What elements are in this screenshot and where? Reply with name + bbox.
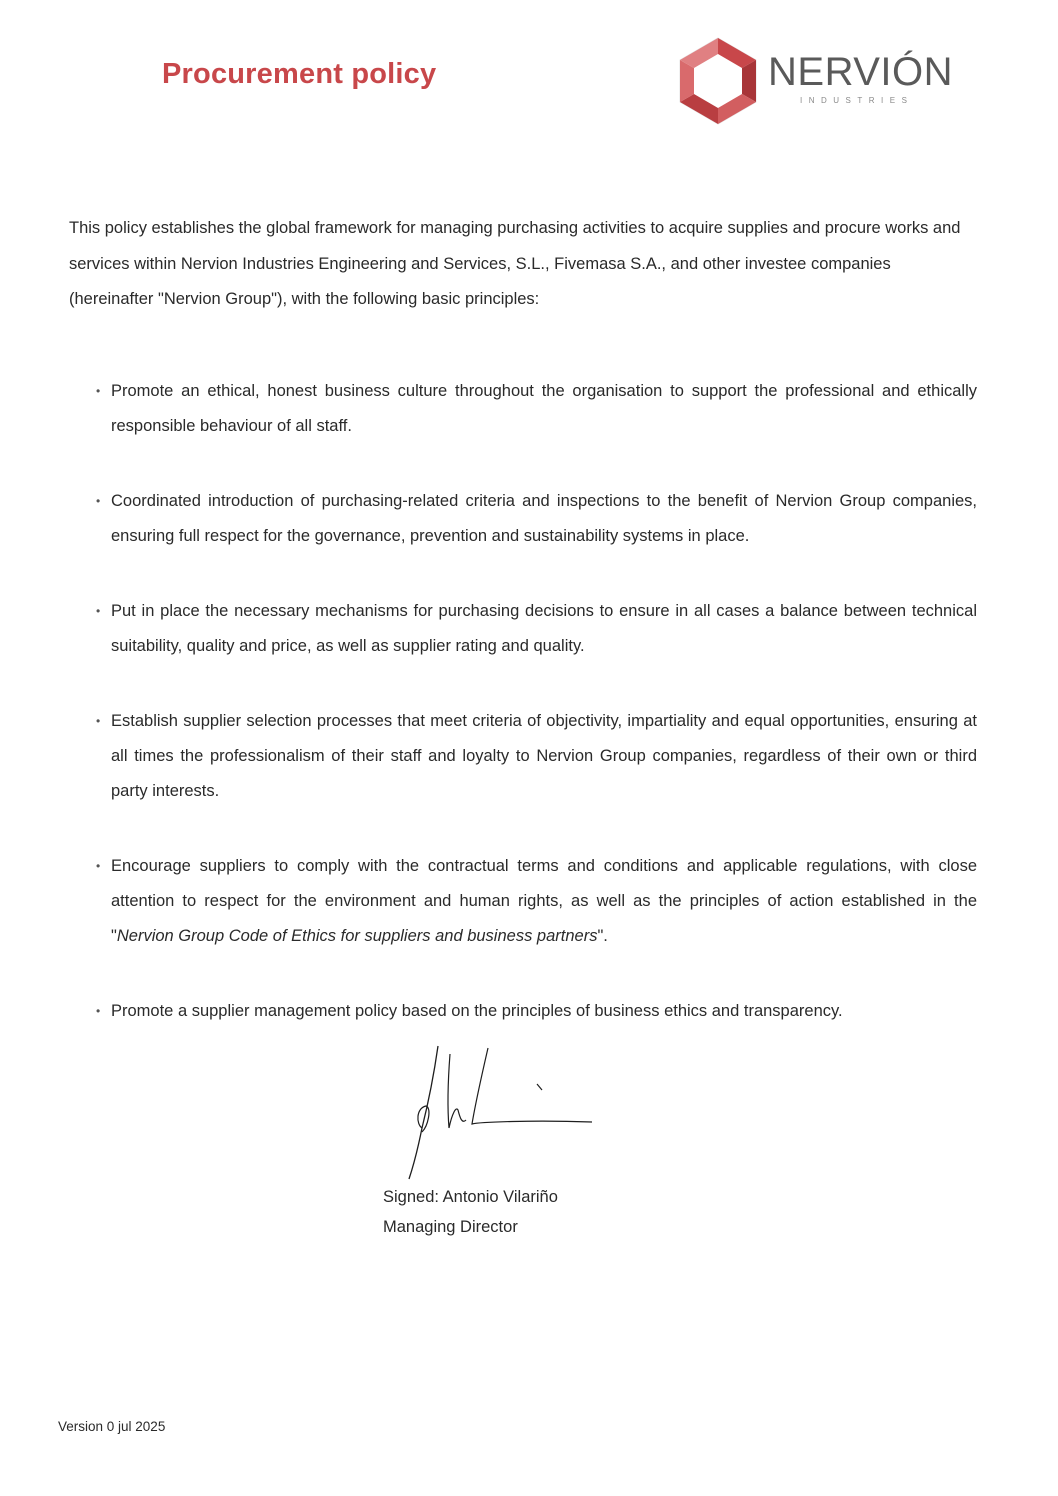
code-of-ethics-reference: Nervion Group Code of Ethics for suppliers and business partners [116, 927, 598, 945]
list-item [93, 374, 977, 444]
principle-text [111, 849, 977, 954]
principle-text: Promote a supplier management policy based on the principles of business ethics and transparency. [111, 1002, 843, 1020]
page-title: Procurement policy [162, 58, 437, 90]
logo-wordmark: NERVIÓN [768, 50, 954, 94]
list-item [93, 594, 977, 664]
signer-name: Signed: Antonio Vilariño [383, 1188, 558, 1206]
company-logo [676, 36, 966, 126]
intro-paragraph: This policy establishes the global framework for managing purchasing activities to acquire supplies and procure works and services within Nervion Industries Engineering and Services, S.L., Fivemasa S.A., and other investee companies (hereinafter "Nervion Group"), with the following basic principles: [69, 219, 961, 308]
principle-text: Put in place the necessary mechanisms for purchasing decisions to ensure in all cases a balance between technical suitability, quality and price, as well as supplier rating and quality. [111, 602, 977, 655]
principles-list [93, 374, 977, 1029]
bullet-icon: • [96, 384, 101, 398]
bullet-icon: • [96, 859, 101, 873]
hexagon-logo-icon [676, 36, 760, 126]
list-item [93, 704, 977, 809]
signature-block [383, 1182, 558, 1242]
bullet-icon: • [96, 604, 101, 618]
bullet-icon: • [96, 1004, 101, 1018]
bullet-icon: • [96, 494, 101, 508]
list-item [93, 484, 977, 554]
logo-subtitle: INDUSTRIES [800, 96, 914, 105]
list-item [93, 849, 977, 954]
principle-text-end: ". [597, 927, 608, 945]
handwritten-signature [402, 1044, 602, 1184]
signer-role: Managing Director [383, 1218, 518, 1236]
principle-text: Establish supplier selection processes that meet criteria of objectivity, impartiality and equal opportunities, ensuring at all times the professionalism of their staff and loyalty to Nervion Group companies, regardless of their own or third party interests. [111, 712, 977, 800]
principle-text: Promote an ethical, honest business culture throughout the organisation to support the professional and ethically responsible behaviour of all staff. [111, 382, 977, 435]
principle-text: Coordinated introduction of purchasing-related criteria and inspections to the benefit of Nervion Group companies, ensuring full respect for the governance, prevention and sustainability systems in place. [111, 492, 977, 545]
bullet-icon: • [96, 714, 101, 728]
version-footer: Version 0 jul 2025 [58, 1419, 166, 1434]
list-item [93, 994, 977, 1029]
principle-text-start: Encourage suppliers to comply with the contractual terms and conditions and applicable regulations, with close attention to respect for the environment and human rights, as well as the principles of action established in the " [111, 857, 977, 945]
